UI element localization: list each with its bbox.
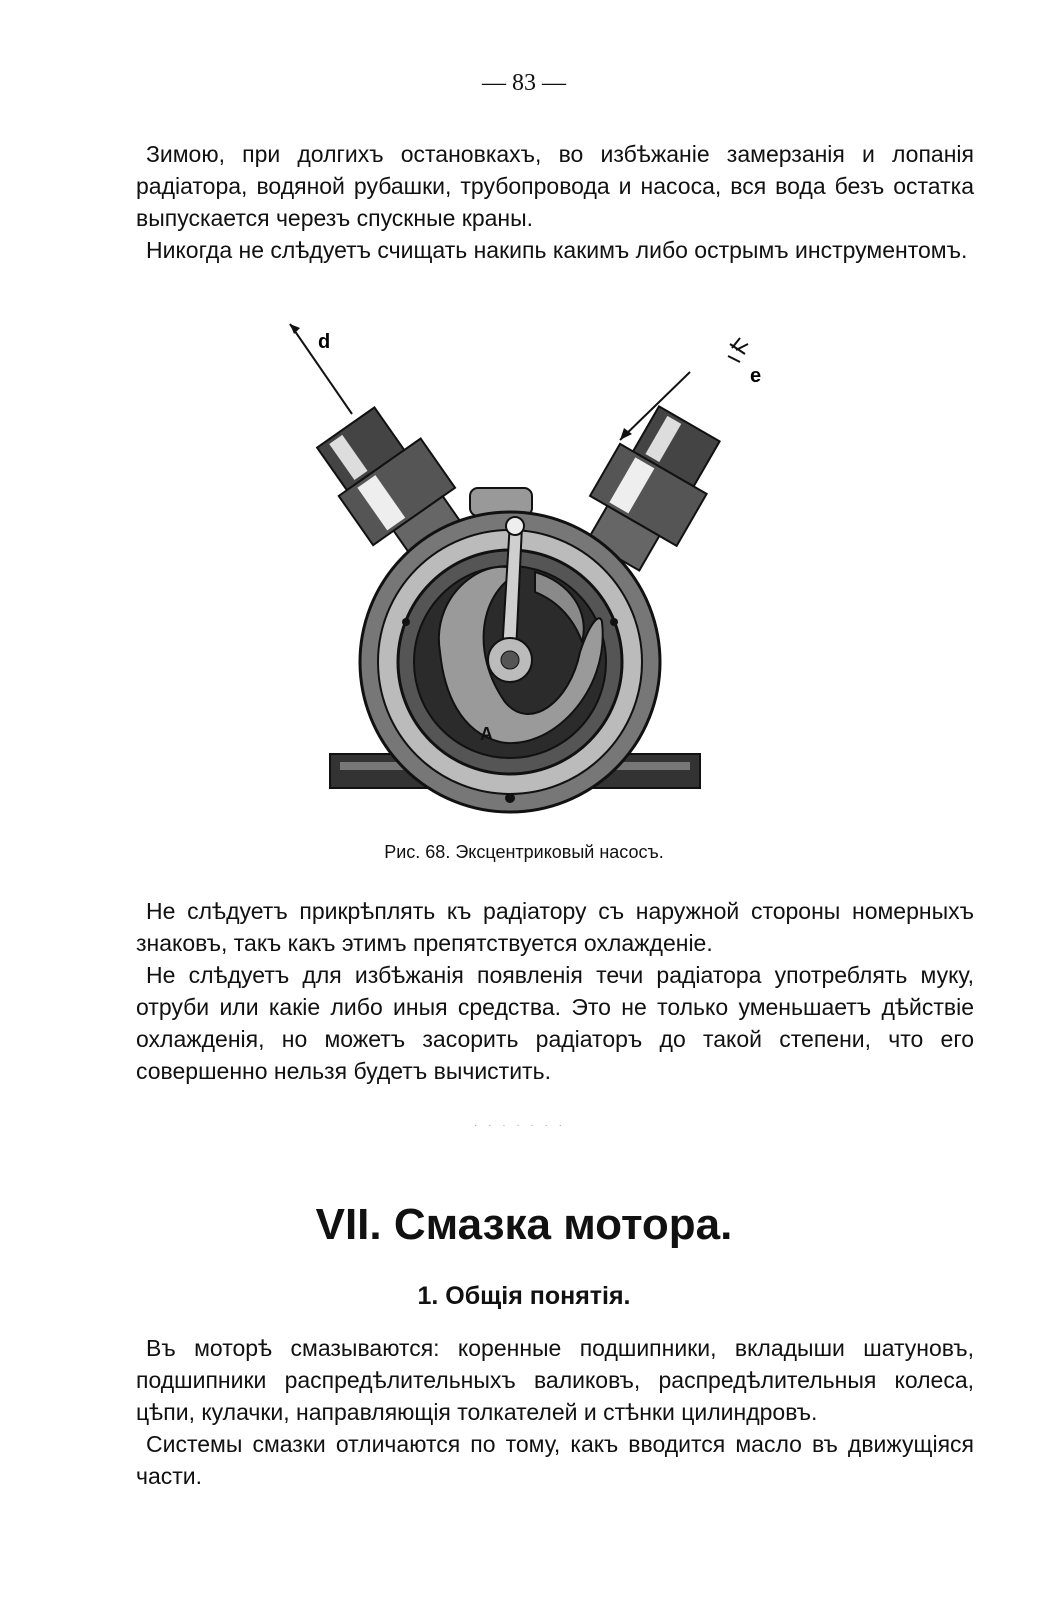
section-divider: · · · · · · · (474, 1120, 566, 1131)
text-block-top (136, 138, 974, 266)
paragraph: Зимою, при долгихъ остановкахъ, во избѣжаніе замерзанія и лопанія радіатора, водяной рубашки, трубопровода и насоса, вся вода безъ остатка выпускается черезъ спускные краны. (136, 141, 974, 231)
chapter-title: VII. Смазка мотора. (315, 1200, 733, 1249)
paragraph: Никогда не слѣдуетъ счищать накипь какимъ либо острымъ инструментомъ. (146, 237, 968, 263)
eccentric-pump-illustration (318, 322, 762, 832)
section-title: 1. Общія понятія. (417, 1282, 631, 1310)
figure-caption: Рис. 68. Эксцентриковый насосъ. (384, 842, 664, 862)
paragraph: Системы смазки отличаются по тому, какъ вводится масло въ движущіяся части. (136, 1431, 974, 1489)
paragraph: Въ моторѣ смазываются: коренные подшипники, вкладыши шатуновъ, подшипники распредѣлительныхъ валиковъ, распредѣлительныя колеса, цѣпи, кулачки, направляющія толкателей и стѣнки цилиндровъ. (136, 1335, 974, 1425)
page-number: — 83 — (482, 70, 566, 96)
paragraph: Не слѣдуетъ прикрѣплять къ радіатору съ наружной стороны номерныхъ знаковъ, такъ какъ этимъ препятствуется охлажденіе. (136, 898, 974, 956)
label-a: A (480, 724, 493, 744)
paragraph: Не слѣдуетъ для избѣжанія появленія течи радіатора употреблять муку, отруби или какіе либо иныя средства. Это не только уменьшаетъ дѣйствіе охлажденія, но можетъ засорить радіаторъ до такой степени, что его совершенно нельзя будетъ вычистить. (136, 962, 974, 1084)
label-e: e (750, 365, 762, 387)
text-block-middle (136, 895, 974, 1087)
text-block-bottom (136, 1332, 974, 1492)
label-d: d (318, 331, 331, 353)
